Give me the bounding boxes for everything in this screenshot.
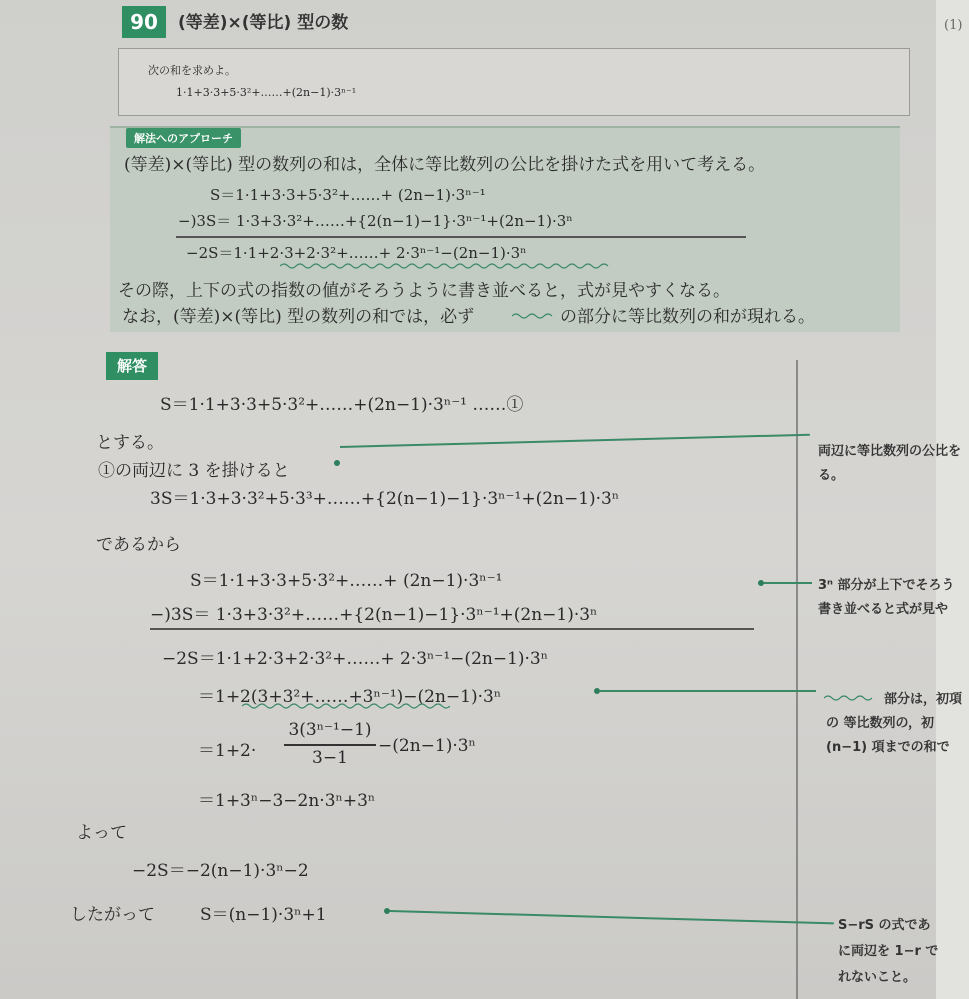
answer-fraction-bar	[284, 744, 376, 746]
approach-line-3a: なお，(等差)×(等比) 型の数列の和では，必ず	[122, 307, 475, 327]
leader-line-3	[600, 690, 816, 692]
answer-line-14b: S＝(n−1)·3ⁿ+1	[200, 905, 327, 925]
answer-wavy-underline	[242, 702, 450, 710]
answer-line-6: S＝1·1+3·3+5·3²+……+ (2n−1)·3ⁿ⁻¹	[190, 571, 503, 591]
sidenote-2a: 3ⁿ 部分が上下でそろう	[818, 578, 955, 593]
answer-line-14a: したがって	[70, 905, 155, 925]
margin-divider	[796, 360, 798, 999]
answer-line-8: −2S＝1·1+2·3+2·3²+……+ 2·3ⁿ⁻¹−(2n−1)·3ⁿ	[162, 649, 549, 669]
approach-line-3b: の部分に等比数列の和が現れる。	[560, 307, 815, 327]
approach-eq-3: −2S＝1·1+2·3+2·3²+……+ 2·3ⁿ⁻¹−(2n−1)·3ⁿ	[186, 244, 527, 262]
sidenote-4a: S−rS の式であ	[838, 918, 931, 933]
sidenote-3c: (n−1) 項までの和で	[826, 740, 950, 755]
leader-dot-1	[334, 460, 340, 466]
approach-eq-2: −)3S＝ 1·3+3·3²+……+{2(n−1)−1}·3ⁿ⁻¹+(2n−1)·3ⁿ	[178, 212, 573, 230]
problem-expression: 1·1+3·3+5·3²+……+(2n−1)·3ⁿ⁻¹	[176, 86, 357, 99]
approach-line-1: (等差)×(等比) 型の数列の和は，全体に等比数列の公比を掛けた式を用いて考える。	[124, 155, 766, 175]
answer-line-3: ①の両辺に 3 を掛けると	[98, 461, 290, 481]
answer-line-5: であるから	[96, 535, 181, 555]
approach-wavy-mark	[512, 312, 554, 320]
answer-line-10a: ＝1+2·	[198, 741, 257, 761]
answer-line-10b: −(2n−1)·3ⁿ	[378, 736, 476, 756]
answer-line-7: −)3S＝ 1·3+3·3²+……+{2(n−1)−1}·3ⁿ⁻¹+(2n−1)·3ⁿ	[150, 605, 598, 625]
sidenote-4b: に両辺を 1−r で	[838, 944, 939, 959]
leader-line-1	[340, 434, 810, 448]
answer-eq-rule	[150, 628, 754, 630]
approach-eq-rule	[176, 236, 746, 238]
problem-title: (等差)×(等比) 型の数	[178, 13, 349, 33]
approach-wavy-underline	[280, 262, 610, 270]
approach-eq-1: S＝1·1+3·3+5·3²+……+ (2n−1)·3ⁿ⁻¹	[210, 186, 486, 204]
right-page-label: (1)	[944, 18, 963, 33]
answer-line-9: ＝1+2(3+3²+……+3ⁿ⁻¹)−(2n−1)·3ⁿ	[198, 687, 502, 707]
problem-box	[118, 48, 910, 116]
sidenote-1b: る。	[818, 468, 845, 483]
sidenote-wavy-mark	[824, 694, 876, 702]
approach-tag: 解法へのアプローチ	[126, 128, 241, 148]
leader-line-4	[390, 910, 834, 924]
leader-line-2	[764, 582, 812, 584]
answer-fraction-numerator: 3(3ⁿ⁻¹−1)	[288, 720, 372, 740]
problem-instruction: 次の和を求めよ。	[148, 64, 236, 77]
answer-line-12: よって	[76, 823, 127, 843]
right-page-edge	[936, 0, 969, 999]
answer-line-1: S＝1·1+3·3+5·3²+……+(2n−1)·3ⁿ⁻¹ ……①	[160, 395, 524, 415]
answer-fraction-denominator: 3−1	[312, 748, 348, 768]
sidenote-2b: 書き並べると式が見や	[818, 602, 949, 617]
sidenote-3b: の 等比数列の，初	[826, 716, 935, 731]
approach-line-2: その際，上下の式の指数の値がそろうように書き並べると，式が見やすくなる。	[118, 281, 730, 301]
sidenote-1a: 両辺に等比数列の公比を	[818, 444, 962, 459]
answer-badge: 解答	[106, 352, 158, 380]
answer-line-2: とする。	[96, 433, 164, 453]
answer-line-4: 3S＝1·3+3·3²+5·3³+……+{2(n−1)−1}·3ⁿ⁻¹+(2n−1)·3ⁿ	[150, 489, 620, 509]
sidenote-4c: れないこと。	[838, 970, 917, 985]
answer-line-13: −2S＝−2(n−1)·3ⁿ−2	[132, 861, 309, 881]
problem-number-badge: 90	[122, 6, 166, 38]
sidenote-3a: 部分は，初項	[884, 692, 963, 707]
answer-line-11: ＝1+3ⁿ−3−2n·3ⁿ+3ⁿ	[198, 791, 376, 811]
